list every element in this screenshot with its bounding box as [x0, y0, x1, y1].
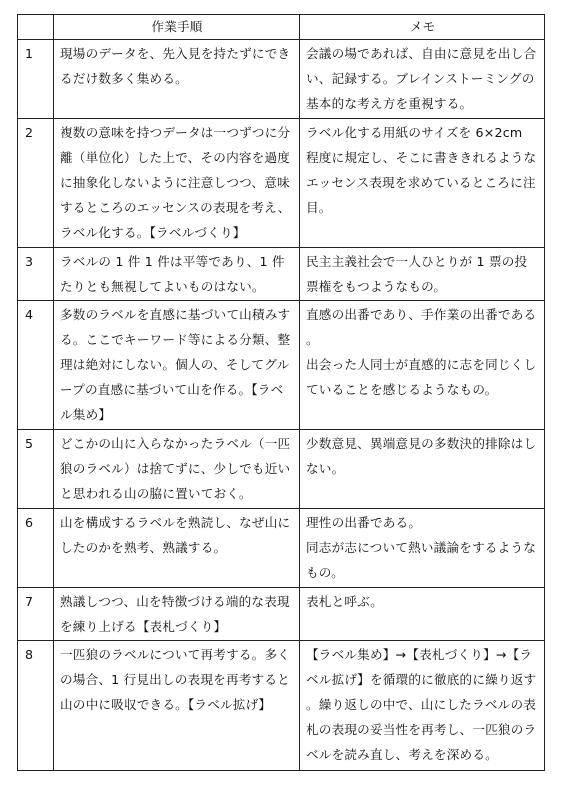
- memo-line: 民主主義社会で一人ひとりが 1 票の投票権をもつようなもの。: [306, 254, 528, 294]
- step-memo: [300, 509, 545, 588]
- memo-line: ラベル化する用紙のサイズを 6×2cm 程度に規定し、そこに書ききれるようなエッセンス表現を求めているところに注目。: [306, 125, 537, 215]
- step-number: 5: [18, 430, 54, 509]
- memo-line: 【ラベル集め】→【表札づくり】→【ラベル拡げ】を循環的に徹底的に繰り返す。繰り返しの中で、山にしたラベルの表札の表現の妥当性を再考し、一匹狼のラベルを読み直し、考えを深める。: [306, 647, 537, 762]
- step-procedure: ラベルの 1 件 1 件は平等であり、1 件たりとも無視してよいものはない。: [54, 248, 300, 301]
- memo-line: 少数意見、異端意見の多数決的排除はしない。: [306, 436, 537, 476]
- step-number: 1: [18, 40, 54, 119]
- table-row: [18, 248, 545, 301]
- procedure-table: [17, 14, 545, 771]
- step-memo: [300, 40, 545, 119]
- step-procedure: 複数の意味を持つデータは一つずつに分離（単位化）した上で、その内容を過度に抽象化しないように注意しつつ、意味するところのエッセンスの表現を考え、ラベル化する。【ラベルづくり】: [54, 119, 300, 248]
- step-procedure: 山を構成するラベルを熟読し、なぜ山にしたのかを熟考、熟議する。: [54, 509, 300, 588]
- memo-line: 理性の出番である。: [306, 515, 422, 530]
- step-number: 6: [18, 509, 54, 588]
- step-procedure: 一匹狼のラベルについて再考する。多くの場合、1 行見出しの表現を再考すると山の中に吸収できる。【ラベル拡げ】: [54, 641, 300, 771]
- step-number: 2: [18, 119, 54, 248]
- table-row: [18, 509, 545, 588]
- header-procedure: 作業手順: [54, 15, 300, 40]
- table-row: [18, 40, 545, 119]
- table-row: [18, 430, 545, 509]
- header-memo: メモ: [300, 15, 545, 40]
- step-memo: [300, 301, 545, 430]
- table-row: [18, 301, 545, 430]
- step-procedure: 現場のデータを、先入見を持たずにできるだけ数多く集める。: [54, 40, 300, 119]
- memo-line: 出会った人同士が直感的に志を同じくしていることを感じるようなもの。: [306, 357, 537, 397]
- header-row: [18, 15, 545, 40]
- step-number: 7: [18, 588, 54, 641]
- memo-line: 直感の出番であり、手作業の出番である。: [306, 307, 537, 347]
- memo-line: 表札と呼ぶ。: [306, 594, 384, 609]
- step-procedure: 熟議しつつ、山を特徴づける端的な表現を練り上げる【表札づくり】: [54, 588, 300, 641]
- step-memo: [300, 588, 545, 641]
- step-memo: [300, 641, 545, 771]
- step-procedure: どこかの山に入らなかったラベル（一匹狼のラベル）は捨てずに、少しでも近いと思われる山の脇に置いておく。: [54, 430, 300, 509]
- step-memo: [300, 248, 545, 301]
- step-number: 3: [18, 248, 54, 301]
- memo-line: 同志が志について熱い議論をするようなもの。: [306, 540, 537, 580]
- table-row: [18, 641, 545, 771]
- memo-line: 会議の場であれば、自由に意見を出し合い、記録する。ブレインストーミングの基本的な考え方を重視する。: [306, 46, 537, 111]
- table-row: [18, 588, 545, 641]
- header-number: [18, 15, 54, 40]
- step-procedure: 多数のラベルを直感に基づいて山積みする。ここでキーワード等による分類、整理は絶対にしない。個人の、そしてグループの直感に基づいて山を作る。【ラベル集め】: [54, 301, 300, 430]
- step-number: 8: [18, 641, 54, 771]
- step-number: 4: [18, 301, 54, 430]
- step-memo: [300, 119, 545, 248]
- table-row: [18, 119, 545, 248]
- step-memo: [300, 430, 545, 509]
